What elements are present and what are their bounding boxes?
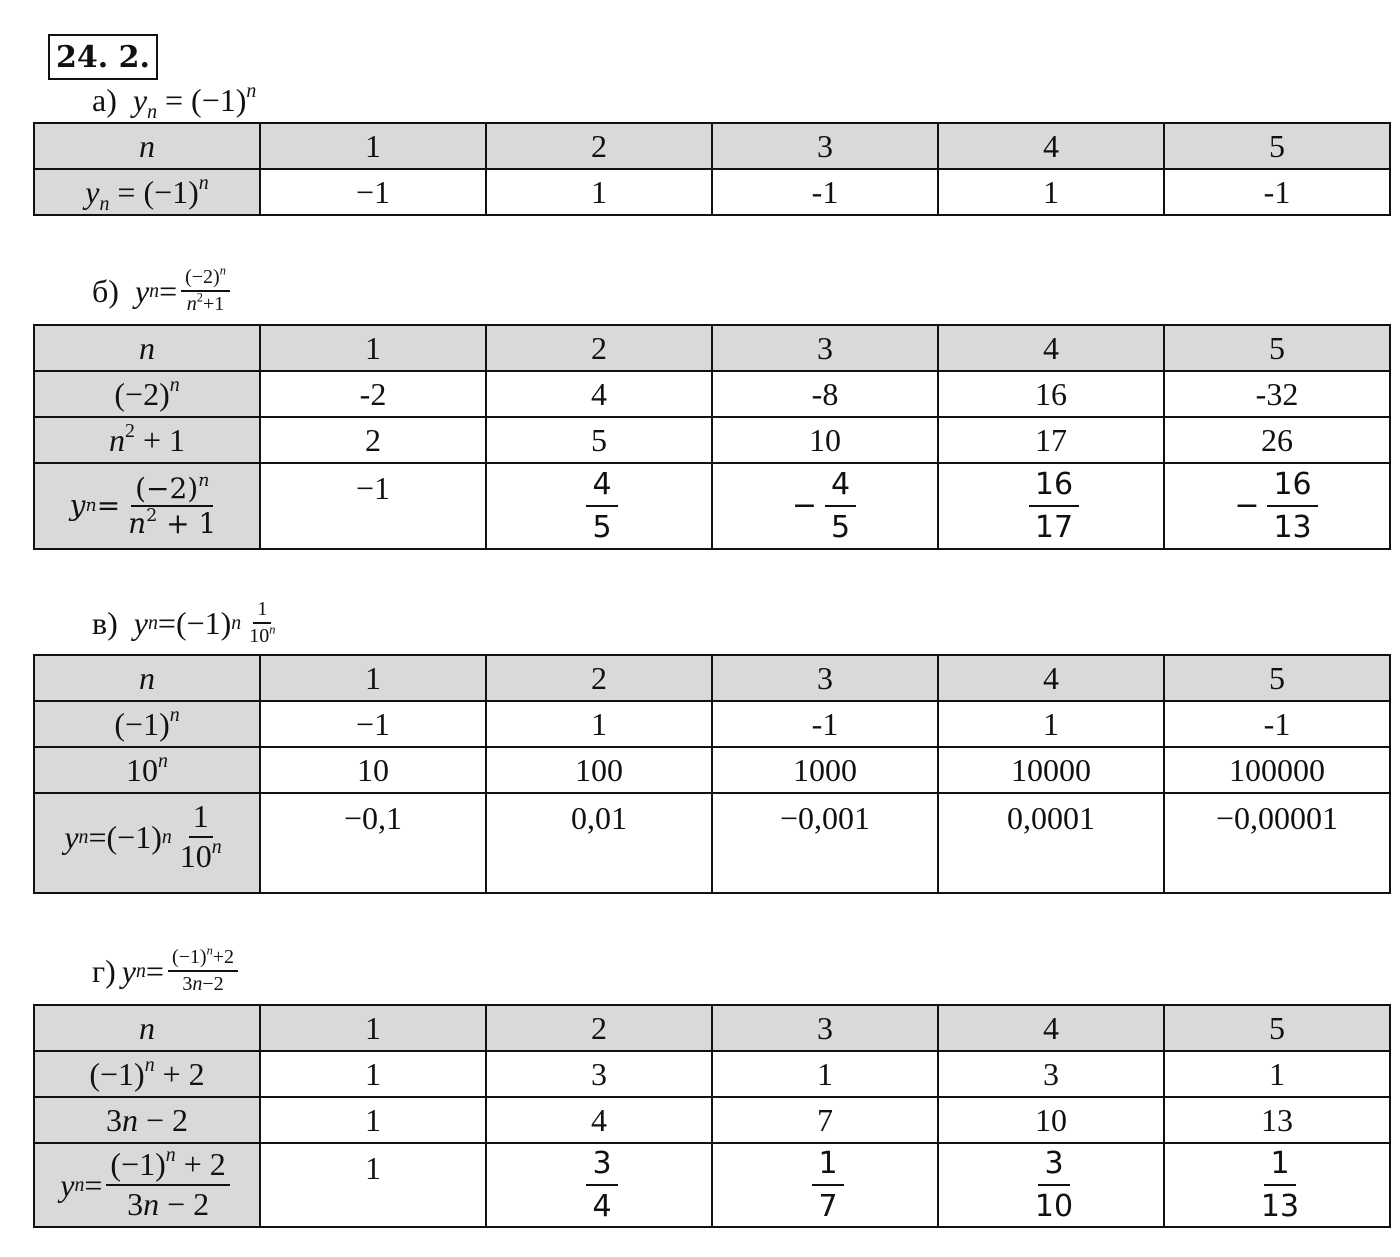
row-label-yn: $y_n = (-1)^n$ bbox=[34, 169, 260, 215]
fraction-cell: $\frac{1}{7}$ bbox=[712, 1143, 938, 1227]
header-cell: 3 bbox=[712, 1005, 938, 1051]
table-header-row bbox=[34, 1005, 1390, 1051]
value-cell: -1 bbox=[712, 701, 938, 747]
value-cell: 3 bbox=[486, 1051, 712, 1097]
header-cell-n: n bbox=[34, 123, 260, 169]
value-cell: 100000 bbox=[1164, 747, 1390, 793]
value-cell: 1 bbox=[260, 1051, 486, 1097]
fraction-cell: − $\frac{4}{5}$ bbox=[712, 463, 938, 549]
table-row bbox=[34, 701, 1390, 747]
part-c-formula: y n = (−1) n $\frac{1}{10^n}$ bbox=[133, 598, 276, 647]
table-row bbox=[34, 417, 1390, 463]
header-cell: 2 bbox=[486, 655, 712, 701]
value-cell: 0,0001 bbox=[938, 793, 1164, 893]
table-part-b bbox=[33, 324, 1391, 550]
value-cell: -8 bbox=[712, 371, 938, 417]
row-label-yn-fraction: y n = $\frac{(-1)^n + 2}{3n - 2}$ bbox=[34, 1143, 260, 1227]
part-a-heading bbox=[92, 78, 256, 122]
table-row bbox=[34, 169, 1390, 215]
part-letter: б) bbox=[92, 272, 119, 309]
value-cell: 10000 bbox=[938, 747, 1164, 793]
header-cell: 1 bbox=[260, 655, 486, 701]
part-d-heading bbox=[92, 938, 242, 1004]
row-label-yn-formula: y n = (−1) n $\frac{1}{10^n}$ bbox=[34, 793, 260, 893]
row-label-n2-plus-1: $n^2 + 1$ bbox=[34, 417, 260, 463]
value-cell: 1 bbox=[486, 701, 712, 747]
header-cell: 1 bbox=[260, 123, 486, 169]
part-b-heading bbox=[92, 258, 234, 324]
row-label-neg2-pow-n: $(-2)^n$ bbox=[34, 371, 260, 417]
value-cell: 10 bbox=[938, 1097, 1164, 1143]
row-label-neg1-pow-n: $(-1)^n$ bbox=[34, 701, 260, 747]
value-cell: 10 bbox=[260, 747, 486, 793]
value-cell: -32 bbox=[1164, 371, 1390, 417]
header-cell: 4 bbox=[938, 123, 1164, 169]
table-row bbox=[34, 463, 1390, 549]
value-cell: -2 bbox=[260, 371, 486, 417]
part-letter: г) bbox=[92, 952, 116, 989]
part-c-heading bbox=[92, 592, 283, 654]
table-row bbox=[34, 1051, 1390, 1097]
fraction-cell: $\frac{3}{10}$ bbox=[938, 1143, 1164, 1227]
value-cell: -1 bbox=[1164, 701, 1390, 747]
value-cell: −0,00001 bbox=[1164, 793, 1390, 893]
header-cell: 5 bbox=[1164, 123, 1390, 169]
value-cell: 7 bbox=[712, 1097, 938, 1143]
value-cell: −0,1 bbox=[260, 793, 486, 893]
row-label-yn-fraction: y n = $\frac{(-2)^n}{n^2 + 1}$ bbox=[34, 463, 260, 549]
table-row bbox=[34, 371, 1390, 417]
value-cell: 1 bbox=[938, 701, 1164, 747]
value-cell: 1 bbox=[260, 1143, 486, 1227]
table-header-row bbox=[34, 655, 1390, 701]
header-cell: 5 bbox=[1164, 325, 1390, 371]
value-cell: −1 bbox=[260, 701, 486, 747]
table-row bbox=[34, 1097, 1390, 1143]
value-cell: 3 bbox=[938, 1051, 1164, 1097]
header-cell: 2 bbox=[486, 1005, 712, 1051]
header-cell: 4 bbox=[938, 1005, 1164, 1051]
value-cell: 2 bbox=[260, 417, 486, 463]
fraction-cell: $\frac{4}{5}$ bbox=[486, 463, 712, 549]
value-cell: -1 bbox=[712, 169, 938, 215]
table-part-d bbox=[33, 1004, 1391, 1228]
header-cell: 5 bbox=[1164, 1005, 1390, 1051]
value-cell: 26 bbox=[1164, 417, 1390, 463]
fraction-cell: − $\frac{16}{13}$ bbox=[1164, 463, 1390, 549]
row-label-10-pow-n: 10$^n$ bbox=[34, 747, 260, 793]
value-cell: 4 bbox=[486, 371, 712, 417]
header-cell: 1 bbox=[260, 325, 486, 371]
header-cell: 3 bbox=[712, 123, 938, 169]
part-letter: а) bbox=[92, 81, 117, 118]
fraction-cell: $\frac{3}{4}$ bbox=[486, 1143, 712, 1227]
header-cell: 3 bbox=[712, 655, 938, 701]
value-cell: 10 bbox=[712, 417, 938, 463]
table-row bbox=[34, 1143, 1390, 1227]
header-cell-n: n bbox=[34, 325, 260, 371]
value-cell: −0,001 bbox=[712, 793, 938, 893]
table-header-row bbox=[34, 325, 1390, 371]
header-cell: 3 bbox=[712, 325, 938, 371]
table-part-c bbox=[33, 654, 1391, 894]
value-cell: 1 bbox=[1164, 1051, 1390, 1097]
value-cell: 1000 bbox=[712, 747, 938, 793]
table-row bbox=[34, 793, 1390, 893]
problem-number: 24. 2. bbox=[48, 34, 158, 80]
header-cell: 5 bbox=[1164, 655, 1390, 701]
part-d-formula: y n = $\frac{(-1)^n+2}{3n-2}$ bbox=[122, 947, 242, 995]
header-cell-n: n bbox=[34, 655, 260, 701]
row-label-neg1-pow-n-plus-2: $(-1)^n + 2$ bbox=[34, 1051, 260, 1097]
value-cell: 5 bbox=[486, 417, 712, 463]
header-cell: 2 bbox=[486, 123, 712, 169]
value-cell: −1 bbox=[260, 463, 486, 549]
value-cell: 1 bbox=[938, 169, 1164, 215]
value-cell: 0,01 bbox=[486, 793, 712, 893]
value-cell: 4 bbox=[486, 1097, 712, 1143]
header-cell: 4 bbox=[938, 325, 1164, 371]
fraction-cell: $\frac{16}{17}$ bbox=[938, 463, 1164, 549]
value-cell: −1 bbox=[260, 169, 486, 215]
value-cell: 17 bbox=[938, 417, 1164, 463]
value-cell: 1 bbox=[712, 1051, 938, 1097]
value-cell: -1 bbox=[1164, 169, 1390, 215]
value-cell: 1 bbox=[260, 1097, 486, 1143]
header-cell: 2 bbox=[486, 325, 712, 371]
header-cell: 4 bbox=[938, 655, 1164, 701]
table-row bbox=[34, 747, 1390, 793]
value-cell: 1 bbox=[486, 169, 712, 215]
value-cell: 13 bbox=[1164, 1097, 1390, 1143]
row-label-3n-minus-2: 3n − 2 bbox=[34, 1097, 260, 1143]
part-letter: в) bbox=[92, 604, 118, 641]
table-header-row bbox=[34, 123, 1390, 169]
table-part-a bbox=[33, 122, 1391, 216]
part-a-formula: $y_n = (-1)^n$ bbox=[132, 79, 257, 123]
value-cell: 16 bbox=[938, 371, 1164, 417]
header-cell-n: n bbox=[34, 1005, 260, 1051]
header-cell: 1 bbox=[260, 1005, 486, 1051]
fraction-cell: $\frac{1}{13}$ bbox=[1164, 1143, 1390, 1227]
part-b-formula: y n = $\frac{(-2)^n}{n^2+1}$ bbox=[135, 267, 234, 315]
value-cell: 100 bbox=[486, 747, 712, 793]
